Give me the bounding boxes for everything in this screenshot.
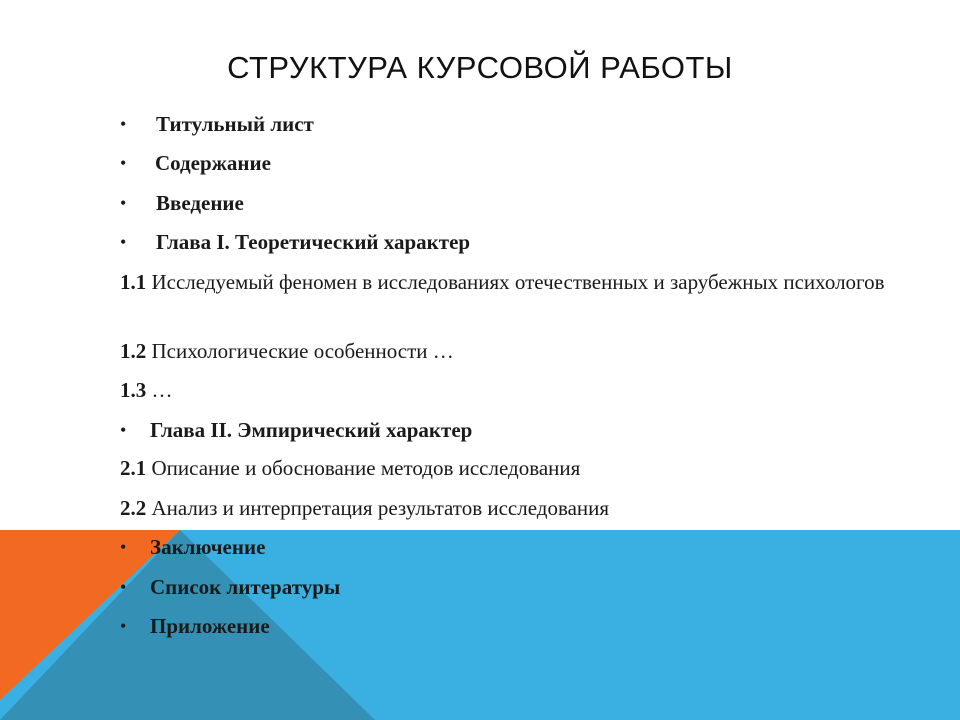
item-label: Список литературы — [150, 575, 341, 599]
section-number: 2.2 — [120, 496, 147, 520]
item-label: Глава II. Эмпирический характер — [150, 418, 473, 442]
section-text: Исследуемый феномен в исследованиях отечественных и зарубежных психологов — [151, 270, 885, 294]
item-label: Содержание — [155, 151, 271, 175]
bullet-icon: • — [120, 153, 127, 173]
section-number: 1.1 — [120, 270, 147, 294]
subsection-1-3 — [120, 376, 173, 405]
item-label: Титульный лист — [156, 112, 314, 136]
bullet-icon: • — [120, 616, 127, 636]
item-label: Введение — [156, 191, 244, 215]
item-label: Глава I. Теоретический характер — [156, 230, 471, 254]
bullet-icon: • — [120, 114, 127, 134]
item-label: Заключение — [150, 535, 266, 559]
section-text: Психологические особенности … — [151, 339, 454, 363]
bullet-icon: • — [120, 420, 127, 440]
section-number: 1.3 — [120, 378, 147, 402]
subsection-2-2 — [120, 494, 609, 523]
section-number: 2.1 — [120, 456, 147, 480]
subsection-1-2 — [120, 337, 454, 366]
page-title: СТРУКТУРА КУРСОВОЙ РАБОТЫ — [227, 50, 733, 85]
bullet-icon: • — [120, 193, 127, 213]
subsection-1-1 — [120, 268, 890, 297]
section-text: Описание и обоснование методов исследования — [151, 456, 581, 480]
item-label: Приложение — [150, 614, 270, 638]
bullet-icon: • — [120, 537, 127, 557]
subsection-2-1 — [120, 454, 580, 483]
section-text: … — [151, 378, 173, 402]
bullet-icon: • — [120, 232, 127, 252]
bullet-icon: • — [120, 577, 127, 597]
section-text: Анализ и интерпретация результатов исследования — [151, 496, 610, 520]
section-number: 1.2 — [120, 339, 147, 363]
